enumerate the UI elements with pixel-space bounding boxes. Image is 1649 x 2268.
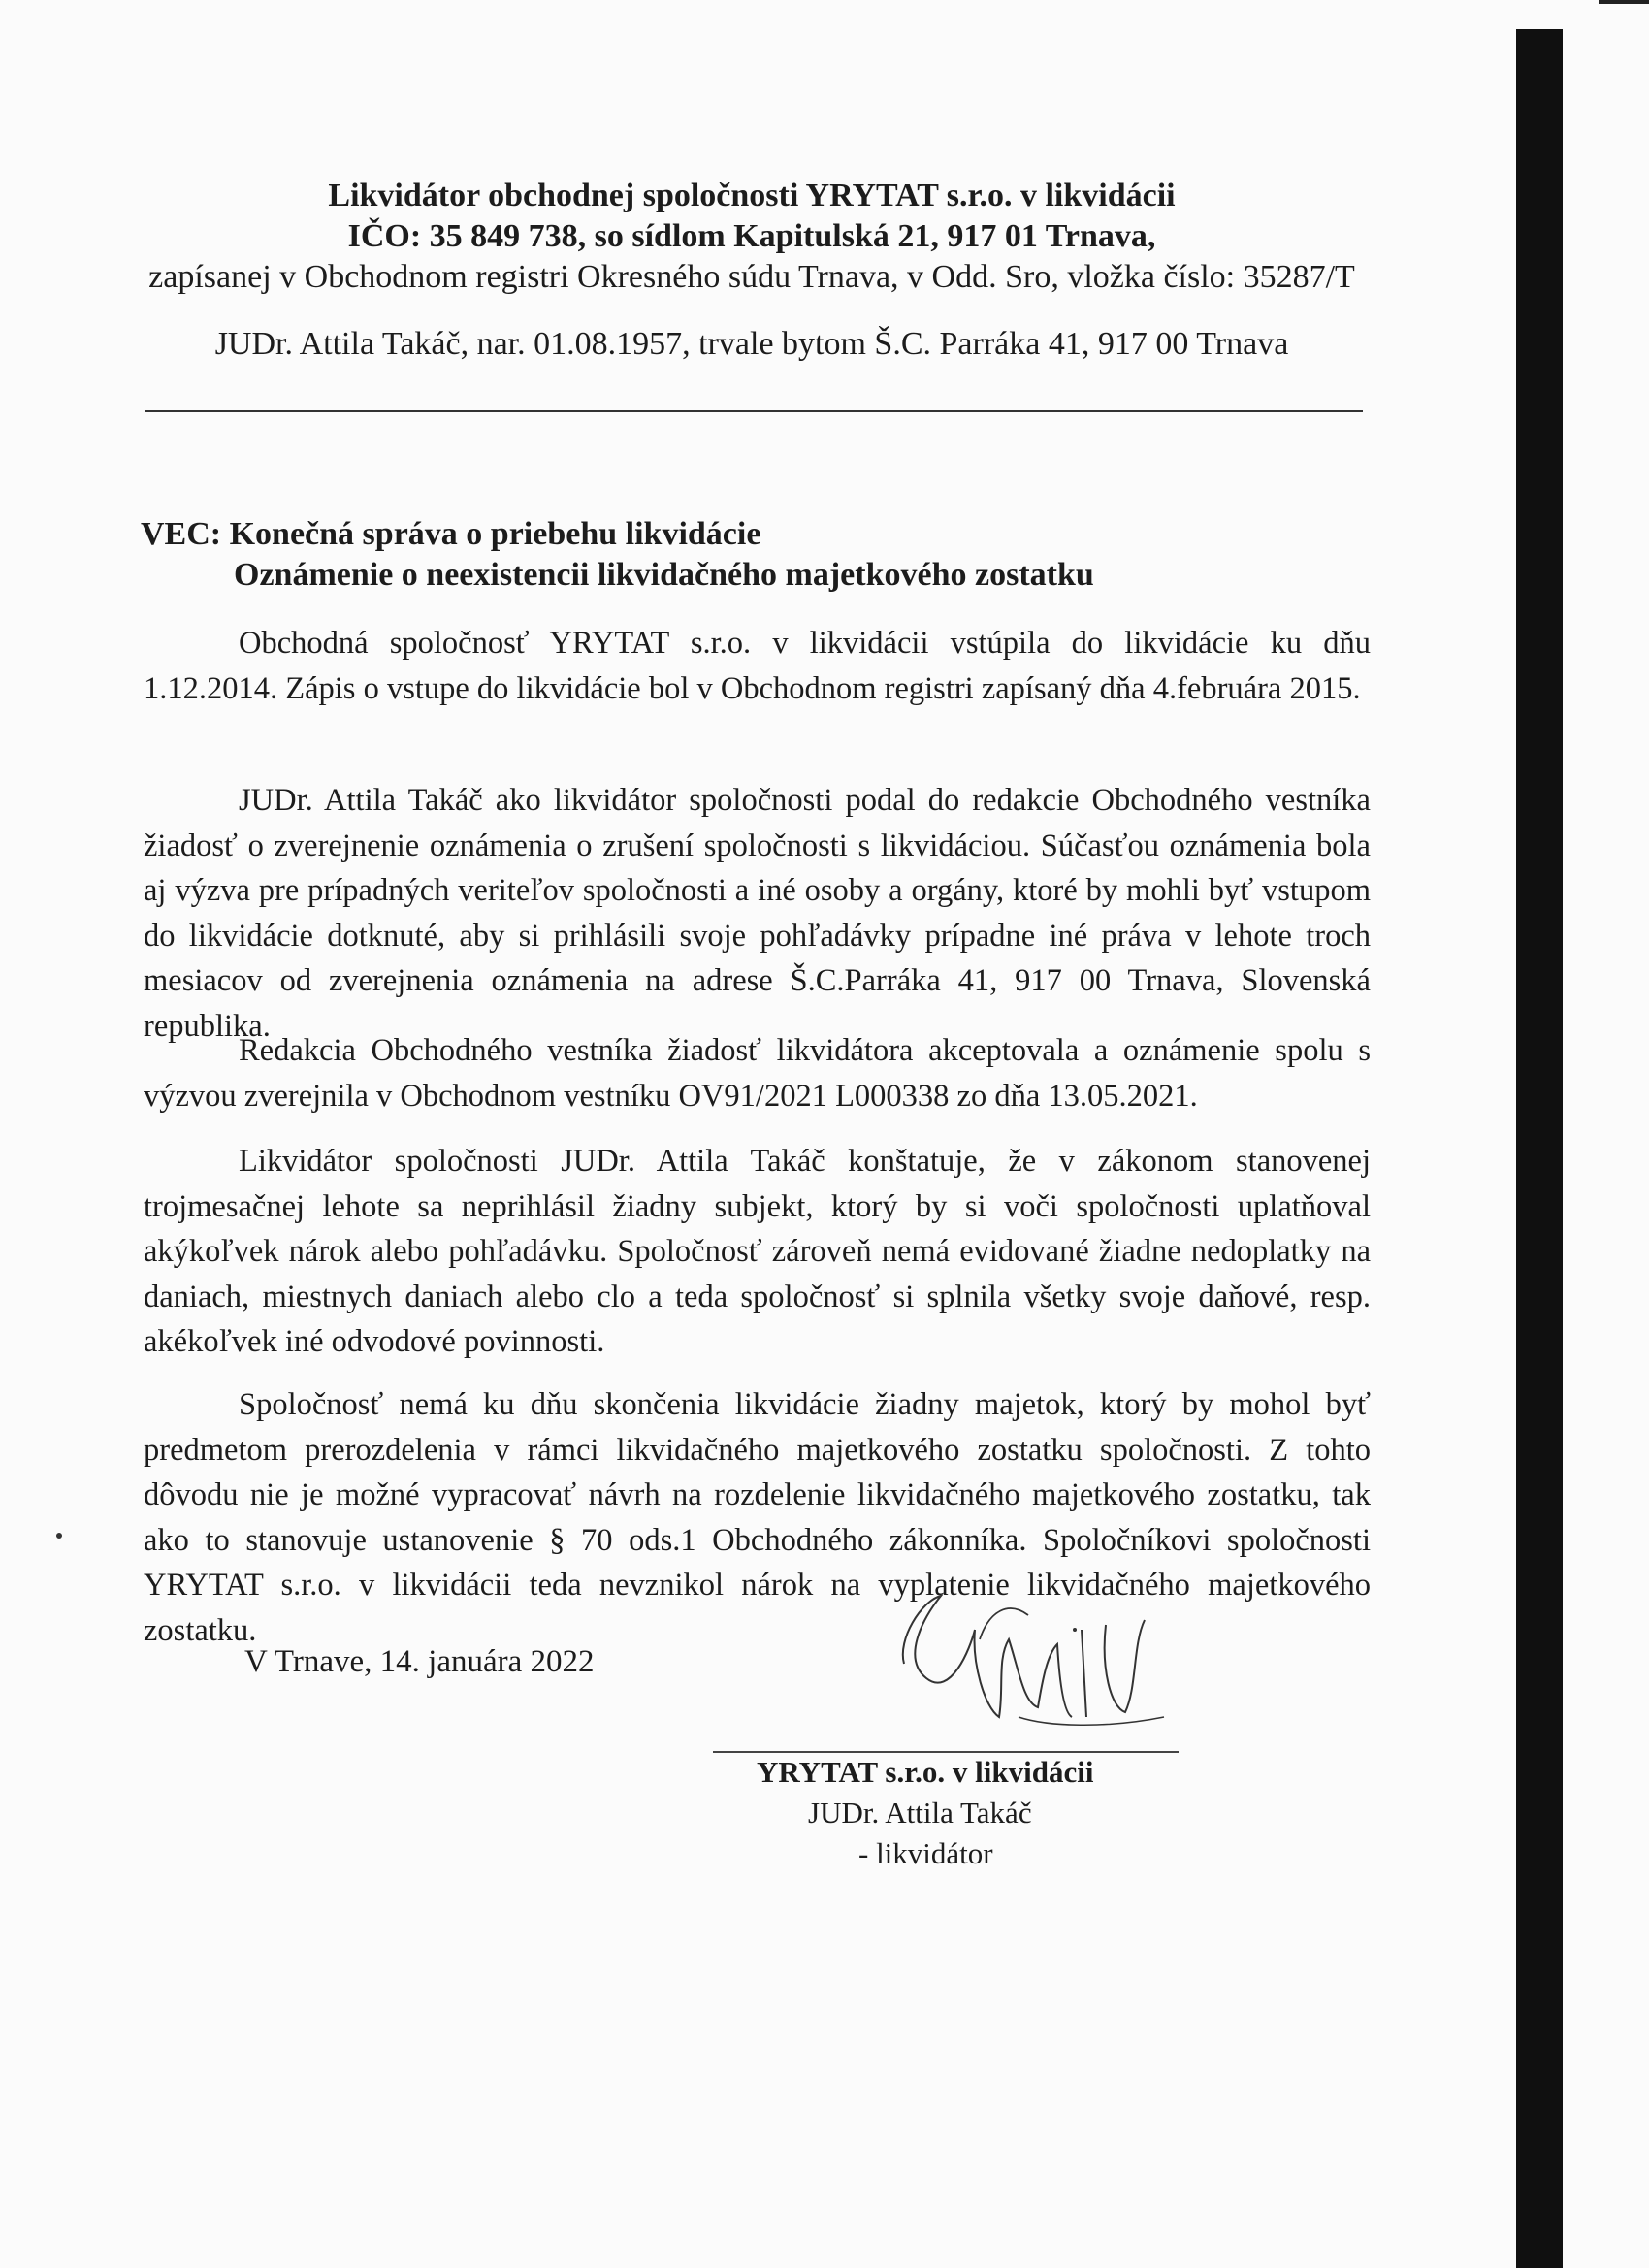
scan-corner-mark [1599,0,1649,4]
header-ico-line: IČO: 35 849 738, so sídlom Kapitulská 21, 917 01 Trnava, [347,218,1156,254]
signature-role: - likvidátor [858,1836,993,1870]
scan-speck [56,1533,62,1539]
signature-name: JUDr. Attila Takáč [808,1796,1032,1830]
signature-block [757,1752,1093,1874]
paragraph-publication-request: JUDr. Attila Takáč ako likvidátor spoločnosti podal do redakcie Obchodného vestníka žiadosť o zverejnenie oznámenia o zrušení spoločnosti s likvidáciou. Súčasťou oznámenia bola aj výzva pre prípadných veriteľov spoločnosti a iné osoby a orgány, ktoré by mohli byť vstupom do likvidácie dotknuté, aby si prihlásili svoje pohľadávky prípadne iné práva v lehote troch mesiacov od zverejnenia oznámenia na adrese Š.C.Parráka 41, 917 00 Trnava, Slovenská republika. [144,783,1371,1044]
signature-company: YRYTAT s.r.o. v likvidácii [757,1755,1094,1789]
subject-block [141,514,1094,596]
subject-line-2: Oznámenie o neexistencii likvidačného majetkového zostatku [234,557,1094,593]
handwritten-signature [883,1571,1183,1746]
header-divider [146,410,1363,412]
paragraph-no-assets: Spoločnosť nemá ku dňu skončenia likvidácie žiadny majetok, ktorý by mohol byť predmetom prerozdelenia v rámci likvidačného majetkového zostatku spoločnosti. Z tohto dôvodu nie je možné vypracovať návrh na rozdelenie likvidačného majetkového zostatku, tak ako to stanovuje ustanovenie § 70 ods.1 Obchodného zákonníka. Spoločníkovi spoločnosti YRYTAT s.r.o. v likvidácii teda nevznikol nárok na vyplatenie likvidačného majetkového zostatku. [144,1387,1371,1648]
header-register-line: zapísanej v Obchodnom registri Okresného súdu Trnava, v Odd. Sro, vložka číslo: 35287/T [148,259,1355,295]
subject-line-1: VEC: Konečná správa o priebehu likvidácie [141,516,761,552]
header-liquidator-person: JUDr. Attila Takáč, nar. 01.08.1957, trvale bytom Š.C. Parráka 41, 917 00 Trnava [214,326,1289,362]
scan-edge-bar [1516,29,1563,2268]
header-liquidator-line: Likvidátor obchodnej spoločnosti YRYTAT s.r.o. v likvidácii [328,178,1176,213]
dateline: V Trnave, 14. januára 2022 [244,1644,595,1679]
paragraph-no-claims: Likvidátor spoločnosti JUDr. Attila Takáč konštatuje, že v zákonom stanovenej trojmesačnej lehote sa neprihlásil žiadny subjekt, ktorý by si voči spoločnosti uplatňoval akýkoľvek nárok alebo pohľadávku. Spoločnosť zároveň nemá evidované žiadne nedoplatky na daniach, miestnych daniach alebo clo a teda spoločnosť si splnila všetky svoje daňové, resp. akékoľvek iné odvodové povinnosti. [144,1144,1371,1359]
paragraph-liquidation-entry: Obchodná spoločnosť YRYTAT s.r.o. v likvidácii vstúpila do likvidácie ku dňu 1.12.2014. Zápis o vstupe do likvidácie bol v Obchodnom registri zapísaný dňa 4.februára 2015. [144,626,1371,706]
paragraph-publication-accepted: Redakcia Obchodného vestníka žiadosť likvidátora akceptovala a oznámenie spolu s výzvou zverejnila v Obchodnom vestníku OV91/2021 L000338 zo dňa 13.05.2021. [144,1033,1371,1114]
